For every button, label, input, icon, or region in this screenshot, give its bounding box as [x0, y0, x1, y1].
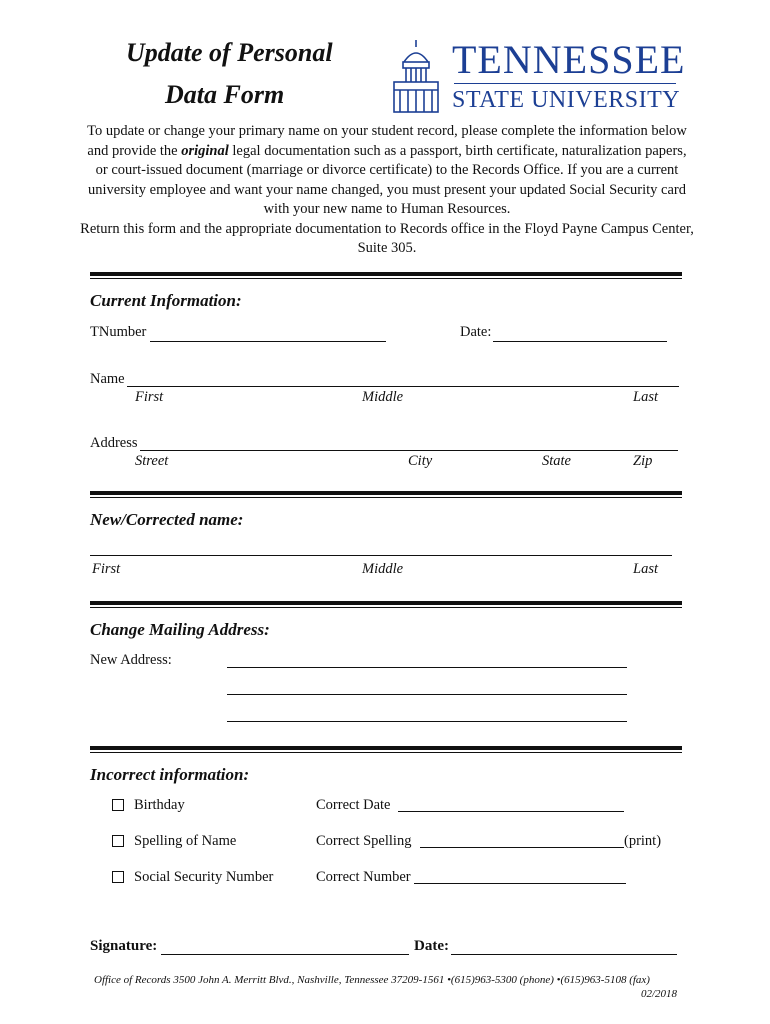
logo-word-state-university: STATE UNIVERSITY	[452, 87, 681, 113]
section-divider	[90, 272, 682, 276]
checkbox-birthday[interactable]	[112, 799, 124, 811]
logo-word-tennessee: TENNESSEE	[452, 37, 686, 82]
instructions	[80, 122, 694, 259]
address-zip-caption: Zip	[633, 453, 653, 469]
corrected-middle-caption: Middle	[362, 561, 404, 577]
mailing-address-heading: Change Mailing Address:	[90, 620, 270, 639]
form-title-line1: Update of Personal	[126, 38, 333, 67]
university-logo	[388, 37, 686, 114]
address-city-caption: City	[408, 453, 433, 469]
signature-label: Signature:	[90, 938, 158, 954]
name-first-caption: First	[135, 389, 164, 405]
current-info-heading: Current Information:	[90, 291, 242, 310]
date-label: Date:	[460, 324, 492, 340]
correct-spelling-field[interactable]	[420, 847, 624, 848]
new-address-line-3[interactable]	[227, 721, 627, 722]
name-middle-caption: Middle	[362, 389, 404, 405]
address-state-caption: State	[542, 453, 571, 469]
tnumber-label: TNumber	[90, 324, 147, 340]
new-address-line-1[interactable]	[227, 667, 627, 668]
footer-contact: Office of Records 3500 John A. Merritt Blvd., Nashville, Tennessee 37209-1561 •(615)963-5300 (phone) •(615)963-5108 (fax)	[94, 974, 650, 986]
address-street-caption: Street	[135, 453, 169, 469]
instructions-text-a: To update or change your primary name on your student record, please complete the information below and provide the	[87, 123, 687, 159]
ssn-option-label: Social Security Number	[134, 869, 274, 885]
form-title-line2: Data Form	[165, 80, 285, 109]
section-divider	[90, 491, 682, 495]
checkbox-ssn[interactable]	[112, 871, 124, 883]
logo-divider	[454, 83, 676, 84]
instructions-emphasis: original	[181, 142, 229, 159]
tnumber-field[interactable]	[150, 341, 386, 342]
spelling-option-label: Spelling of Name	[134, 833, 237, 849]
signature-date-field[interactable]	[451, 954, 677, 955]
ssn-option[interactable]	[112, 869, 273, 886]
corrected-name-heading: New/Corrected name:	[90, 510, 244, 529]
checkbox-spelling[interactable]	[112, 835, 124, 847]
correct-date-field[interactable]	[398, 811, 624, 812]
new-address-label: New Address:	[90, 652, 172, 668]
print-note: (print)	[624, 833, 662, 849]
address-label: Address	[90, 435, 138, 451]
current-name-field[interactable]	[127, 386, 679, 387]
name-last-caption: Last	[633, 389, 658, 405]
name-label: Name	[90, 371, 125, 387]
new-address-line-2[interactable]	[227, 694, 627, 695]
footer-revision: 02/2018	[641, 988, 678, 1000]
spelling-option[interactable]	[112, 833, 236, 850]
date-field[interactable]	[493, 341, 667, 342]
corrected-name-field[interactable]	[90, 555, 672, 556]
corrected-last-caption: Last	[633, 561, 658, 577]
instructions-paragraph-2: Return this form and the appropriate documentation to Records office in the Floyd Payne Campus Center, Suite 305.	[80, 220, 694, 256]
correct-date-label: Correct Date	[316, 797, 391, 813]
signature-date-label: Date:	[414, 938, 449, 954]
correct-number-label: Correct Number	[316, 869, 411, 885]
correct-spelling-label: Correct Spelling	[316, 833, 412, 849]
signature-field[interactable]	[161, 954, 409, 955]
birthday-option[interactable]	[112, 797, 185, 814]
building-dome-icon	[388, 38, 444, 114]
instructions-paragraph-1	[80, 122, 694, 220]
incorrect-info-heading: Incorrect information:	[90, 765, 250, 784]
section-divider	[90, 746, 682, 750]
correct-number-field[interactable]	[414, 883, 626, 884]
birthday-option-label: Birthday	[134, 797, 185, 813]
corrected-first-caption: First	[92, 561, 121, 577]
current-address-field[interactable]	[140, 450, 678, 451]
instructions-text-b: legal documentation such as a passport, birth certificate, naturalization papers, or court-issued document (marriage or divorce certificate) to the Records Office. If you are a current university employee and want your name changed, you must present your updated Social Security card with your new name to Human Resources.	[88, 142, 687, 217]
section-divider	[90, 601, 682, 605]
